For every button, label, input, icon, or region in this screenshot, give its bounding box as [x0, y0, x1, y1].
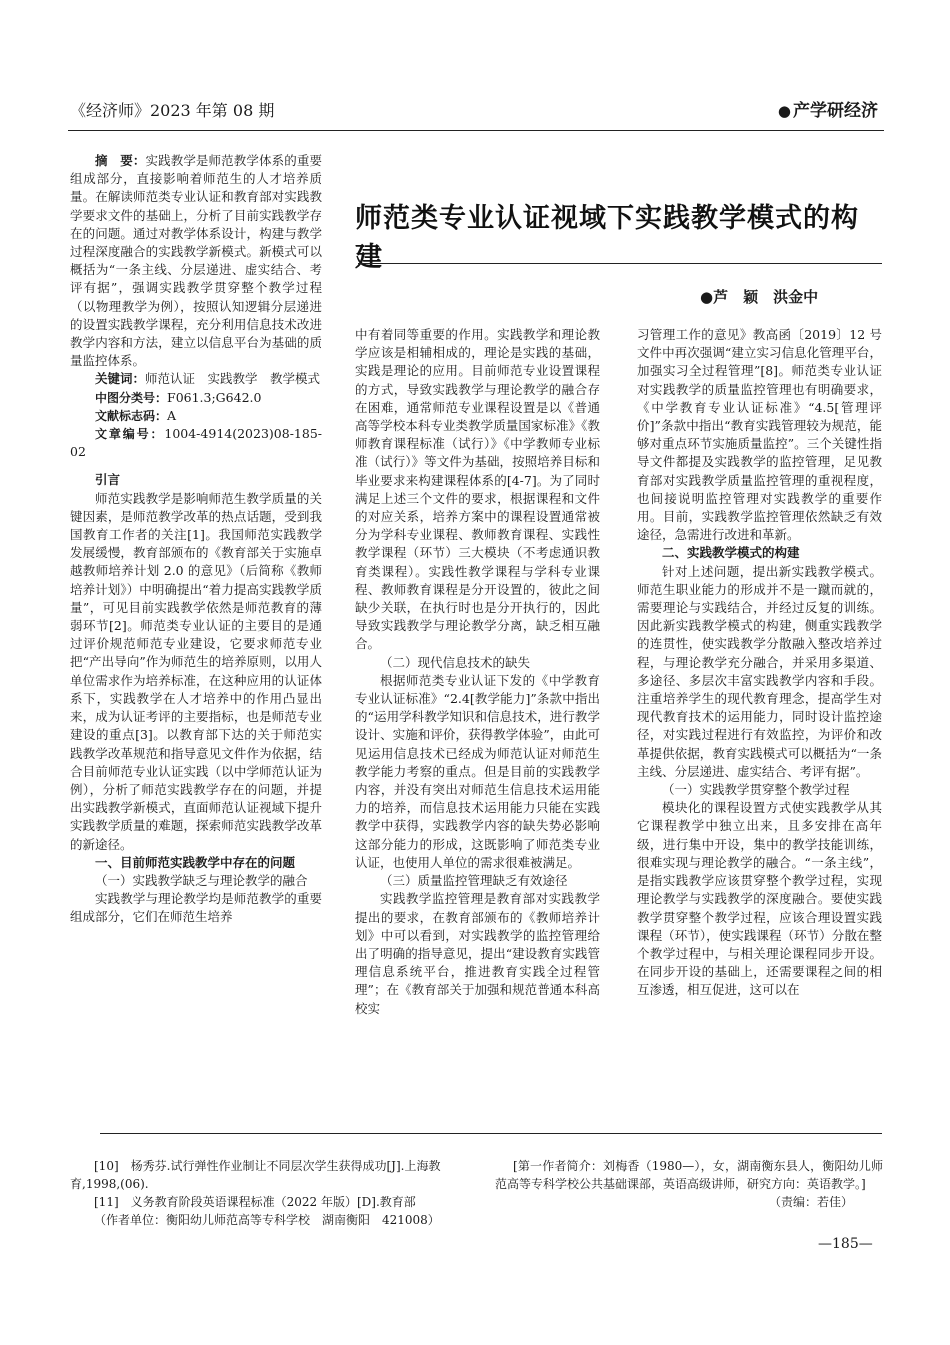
abstract-label: 摘 要： [95, 153, 146, 168]
doc-code-label: 文献标志码： [95, 408, 168, 423]
section-1-1-heading: （一）实践教学缺乏与理论教学的融合 [95, 872, 308, 888]
section-label [778, 96, 878, 121]
article-number-label: 文章编号： [95, 427, 165, 442]
article-title: 师范类专业认证视域下实践教学模式的构建 [355, 203, 859, 273]
intro-paragraph: 师范实践教学是影响师范生教学质量的关键因素，是师范教学改革的热点话题，受到我国教育工作者的关注[1]。我国师范实践教学发展缓慢，教育部颁布的《教育部关于实施卓越教师培养计划 2.0 的意见》（后简称《教师培养计划》）中明确提出“着力提高实践教学质量”，可见目前实践教学依然是师范教育的薄弱环节[2]。师范类专业认证的主要目的是通过评价规范师范专业建设，它要求师范专业把“产出导向”作为师范生的培养原则，以用人单位需求作为培养标准，在这种应用的认证体系下，实践教学在人才培养中的作用凸显出来，成为认证考评的主要指标，也是师范专业建设的重点[3]。以教育部下达的关于师范实践教学改革规范和指导意见文件作为依据，结合目前师范专业认证实践（以中学师范认证为例），分析了师范实践教学存在的问题，并提出实践教学新模式，直面师范认证视域下提升实践教学质量的难题，探索师范实践教学改革的新途径。 [70, 490, 322, 852]
column-3 [637, 326, 882, 1000]
abstract-text: 实践教学是师范教学体系的重要组成部分，直接影响着师范生的人才培养质量。在解读师范类专业认证和教育部对实践教学要求文件的基础上，分析了目前实践教学存在的问题。通过对教学体系设计，构建与教学过程深度融合的实践教学新模式。新模式可以概括为“一条主线、分层递进、虚实结合、考评有据”，强调实践教学贯穿整个教学过程（以物理教学为例），按照认知逻辑分层递进的设置实践教学课程，充分利用信息技术改进教学内容和方法，建立以信息平台为基础的质量监控体系。 [70, 153, 322, 369]
reference-10: [10] 杨秀芬.试行弹性作业制让不同层次学生获得成功[J].上海教育,1998,(06). [70, 1159, 441, 1191]
section-1-2-heading: （二）现代信息技术的缺失 [380, 654, 531, 670]
clc-number [70, 389, 322, 407]
clc-text: F061.3;G642.0 [167, 389, 262, 405]
section-name: 产学研经济 [793, 101, 878, 121]
article-authors: ●芦 颖 洪金中 [700, 288, 819, 306]
section-2-1-heading: （一）实践教学贯穿整个教学过程 [662, 782, 850, 798]
reference-rule [100, 1133, 882, 1134]
article-number [70, 425, 322, 461]
section-1-1-paragraph-cont: 中有着同等重要的作用。实践教学和理论教学应该是相辅相成的，理论是实践的基础，实践是理论的应用。目前师范专业设置课程的方式，导致实践教学与理论教学的融合存在困难，通常师范专业课程设置是以《普通高等学校本科专业类教学质量国家标准》《教师教育课程标准（试行）》《中学教师专业标准（试行）》等文件为基础，按照培养目标和毕业要求来构建课程体系的[4-7]。为了同时满足上述三个文件的要求，根据课程和文件的对应关系，培养方案中的课程设置通常被分为学科专业课程、教师教育课程、实践性教学课程（环节）三大模块（不考虑通识教育类课程）。实践性教学课程与学科专业课程、教师教育课程是分开设置的，彼此之间缺少关联，在执行时也是分开执行的，因此导致实践教学与理论教学分离，缺乏相互融合。 [355, 327, 600, 652]
section-2-1-paragraph: 模块化的课程设置方式使实践教学从其它课程教学中独立出来，且多安排在高年级，进行集中开设，集中的教学技能训练，很难实现与理论教学的融合。“一条主线”，是指实践教学应该贯穿整个教学过程，实现理论教学与实践教学的深度融合。要使实践教学贯穿整个教学过程，应该合理设置实践课程（环节），使实践课程（环节）分散在整个教学过程中，与相关理论课程同步开设。在同步开设的基础上，还需要课程之间的相互渗透，相互促进，这可以在 [637, 800, 882, 998]
title-rule [358, 263, 882, 264]
keywords-label: 关键词： [95, 371, 146, 387]
section-1-3-paragraph-start: 实践教学监控管理是教育部对实践教学提出的要求，在教育部颁布的《教师培养计划》中可以看到，对实践教学的监控管理给出了明确的指导意见，提出“建设教育实践管理信息系统平台，推进教育实践全过程管理”；在《教育部关于加强和规范普通本科高校实 [355, 891, 600, 1016]
column-2 [355, 326, 600, 1018]
section-2-paragraph: 针对上述问题，提出新实践教学模式。师范生职业能力的形成并不是一蹴而就的，需要理论与实践结合，并经过反复的训练。因此新实践教学模式的构建，侧重实践教学的连贯性，使实践教学分散融入整改培养过程，与理论教学充分融合，并采用多渠道、多途径、多层次丰富实践教学内容和手段。注重培养学生的现代教育理念，提高学生对现代教育技术的运用能力，同时设计监控途径，对实践过程进行有效监控，为评价和改革提供依据，教育实践模式可以概括为“一条主线、分层递进、虚实结合、考评有据”。 [637, 563, 882, 779]
keywords [70, 370, 322, 388]
column-1 [70, 152, 322, 927]
author-affiliation: （作者单位：衡阳幼儿师范高等专科学校 湖南衡阳 421008） [94, 1213, 440, 1227]
section-2-heading: 二、实践教学模式的构建 [662, 545, 800, 561]
section-1-3-heading: （三）质量监控管理缺乏有效途径 [380, 873, 568, 889]
section-1-1-paragraph-start: 实践教学与理论教学均是师范教学的重要组成部分，它们在师范生培养 [70, 891, 322, 925]
section-1-3-paragraph-cont: 习管理工作的意见》教高函〔2019〕12 号文件中再次强调“建立实习信息化管理平台，加强实习全过程管理”[8]。师范类专业认证对实践教学的质量监控管理也有明确要求，《中学教育专业认证标准》“4.5[管理评价]”条款中指出“教育实践管理较为规范，能够对重点环节实施质量监控”。三个关键性指导文件都提及实践教学的监控管理，足见教育部对实践教学质量监控管理的重视程度，也间接说明监控管理对实践教学的重要作用。目前，实践教学监控管理依然缺乏有效途径，急需进行改进和革新。 [637, 327, 882, 543]
author-note [495, 1157, 883, 1211]
references [70, 1157, 470, 1229]
article-number-text: 1004-4914(2023)08-185-02 [70, 426, 322, 460]
page-number: —185— [818, 1236, 873, 1252]
doc-code [70, 407, 322, 425]
clc-label: 中图分类号： [95, 390, 168, 405]
doc-code-text: A [167, 407, 177, 423]
section-bullet-icon: ● [777, 102, 791, 120]
reference-11: [11] 义务教育阶段英语课程标准（2022 年版）[D].教育部 [94, 1195, 416, 1209]
author-bio: [第一作者简介：刘梅香（1980—），女，湖南衡东县人，衡阳幼儿师范高等专科学校公共基础课部，英语高级讲师，研究方向：英语教学。] [495, 1159, 883, 1191]
intro-heading: 引言 [95, 472, 121, 488]
abstract [70, 152, 322, 370]
section-1-2-paragraph: 根据师范类专业认证下发的《中学教育专业认证标准》“2.4[教学能力]”条款中指出的“运用学科教学知识和信息技术，进行教学设计、实施和评价，获得教学体验”，由此可见运用信息技术已经成为师范认证对师范生教学能力考察的重点。但是目前的实践教学内容，并没有突出对师范生信息技术运用能力的培养，而信息技术运用能力只能在实践教学中获得，实践教学内容的缺失势必影响这部分能力的形成，这既影响了师范类专业认证，也使用人单位的需求很难被满足。 [355, 672, 600, 870]
header-rule [68, 130, 884, 131]
editor-note: （责编：若佳） [768, 1195, 853, 1209]
keywords-text: 师范认证 实践教学 教学模式 [145, 371, 321, 387]
journal-issue: 《经济师》2023 年第 08 期 [70, 101, 275, 120]
section-1-heading: 一、目前师范实践教学中存在的问题 [95, 854, 296, 870]
